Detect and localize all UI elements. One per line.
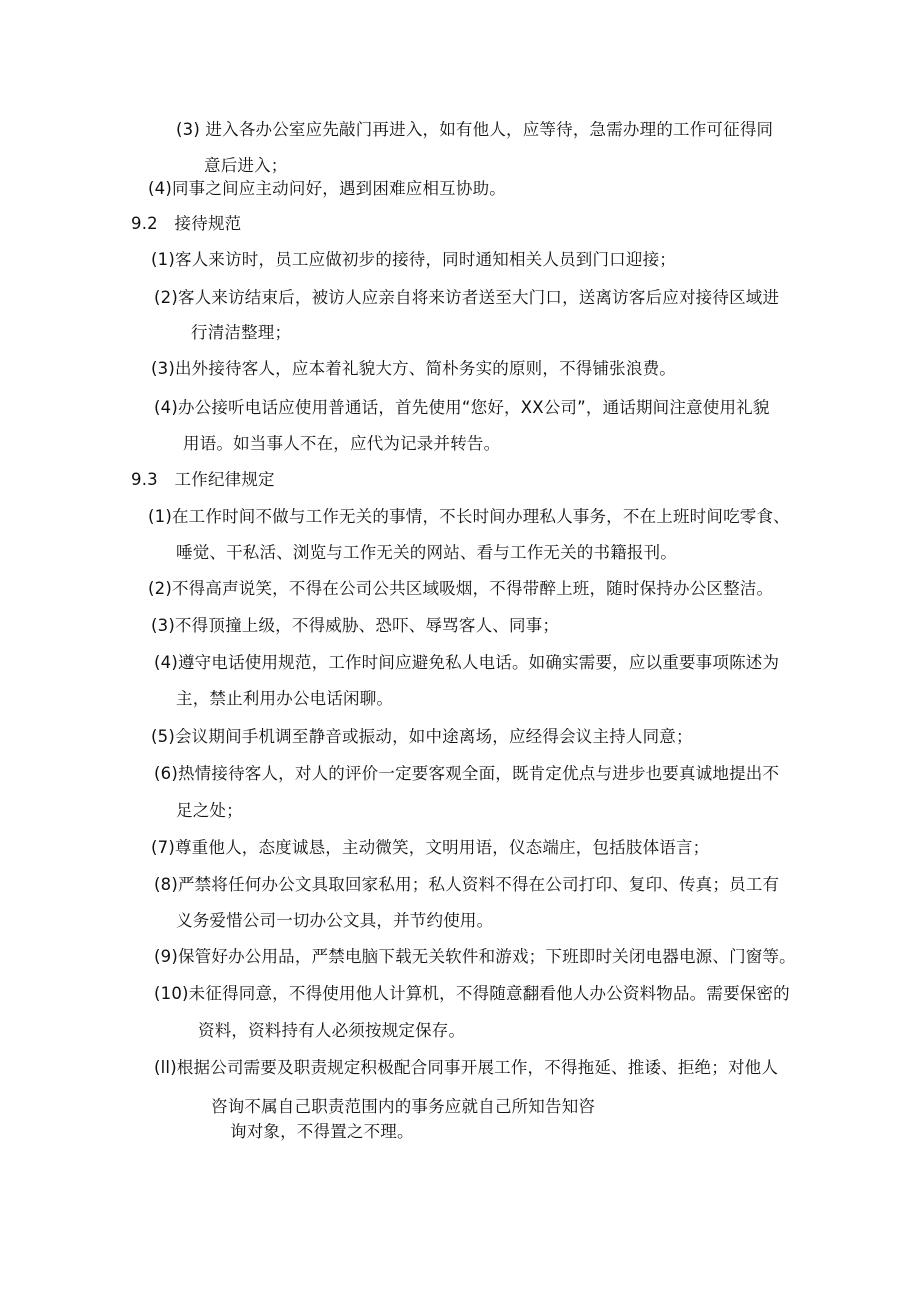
text-line: 询对象，不得置之不理。 xyxy=(230,1122,414,1141)
text-line: (9)保管好办公用品，严禁电脑下载无关软件和游戏；下班即时关闭电器电源、门窗等。 xyxy=(154,947,796,966)
text-line: (5)会议期间手机调至静音或振动，如中途离场，应经得会议主持人同意； xyxy=(151,727,693,746)
text-line: (1)在工作时间不做与工作无关的事情，不长时间办理私人事务，不在上班时间吃零食、 xyxy=(148,507,790,526)
text-line: 义务爱惜公司一切办公文具，并节约使用。 xyxy=(176,911,494,930)
text-line: 意后进入； xyxy=(204,156,288,175)
text-line: (4)同事之间应主动问好，遇到困难应相互协助。 xyxy=(148,179,506,198)
text-line: (2)不得高声说笑，不得在公司公共区域吸烟，不得带醉上班，随时保持办公区整洁。 xyxy=(148,579,774,598)
text-line: (8)严禁将任何办公文具取回家私用；私人资料不得在公司打印、复印、传真；员工有 xyxy=(154,875,780,894)
text-line: 用语。如当事人不在，应代为记录并转告。 xyxy=(183,434,501,453)
text-line: (7)尊重他人，态度诚恳，主动微笑，文明用语，仪态端庄，包括肢体语言； xyxy=(151,838,710,857)
text-line: (ll)根据公司需要及职责规定积极配合同事开展工作，不得拖延、推诿、拒绝；对他人 xyxy=(154,1058,779,1077)
text-line: 资料，资料持有人必须按规定保存。 xyxy=(198,1021,466,1040)
text-line: (1)客人来访时，员工应做初步的接待，同时通知相关人员到门口迎接； xyxy=(151,250,676,269)
text-line: (3) 进入各办公室应先敲门再进入，如有他人，应等待，急需办理的工作可征得同 xyxy=(176,120,774,139)
section-heading: 9.3 工作纪律规定 xyxy=(131,470,275,489)
text-line: 主，禁止利用办公电话闲聊。 xyxy=(176,689,394,708)
text-line: (10)未征得同意，不得使用他人计算机，不得随意翻看他人办公资料物品。需要保密的 xyxy=(154,984,790,1003)
text-line: 咨询不属自己职责范围内的事务应就自己所知告知咨 xyxy=(211,1097,596,1116)
text-line: (4)遵守电话使用规范，工作时间应避免私人电话。如确实需要，应以重要事项陈述为 xyxy=(154,653,780,672)
section-heading: 9.2 接待规范 xyxy=(131,214,242,233)
text-line: (3)出外接待客人，应本着礼貌大方、简朴务实的原则，不得铺张浪费。 xyxy=(151,359,676,378)
text-line: (2)客人来访结束后，被访人应亲自将来访者送至大门口，送离访客后应对接待区域进 xyxy=(154,288,780,307)
text-line: 行清洁整理； xyxy=(191,323,292,342)
text-line: (6)热情接待客人，对人的评价一定要客观全面，既肯定优点与进步也要真诚地提出不 xyxy=(154,764,780,783)
text-line: (4)办公接听电话应使用普通话，首先使用“您好，XX公司”，通话期间注意使用礼貌 xyxy=(154,398,770,417)
text-line: 足之处； xyxy=(176,801,243,820)
text-line: 唾觉、干私活、浏览与工作无关的网站、看与工作无关的书籍报刊。 xyxy=(176,543,677,562)
text-line: (3)不得顶撞上级，不得威胁、恐吓、辱骂客人、同事； xyxy=(151,616,560,635)
